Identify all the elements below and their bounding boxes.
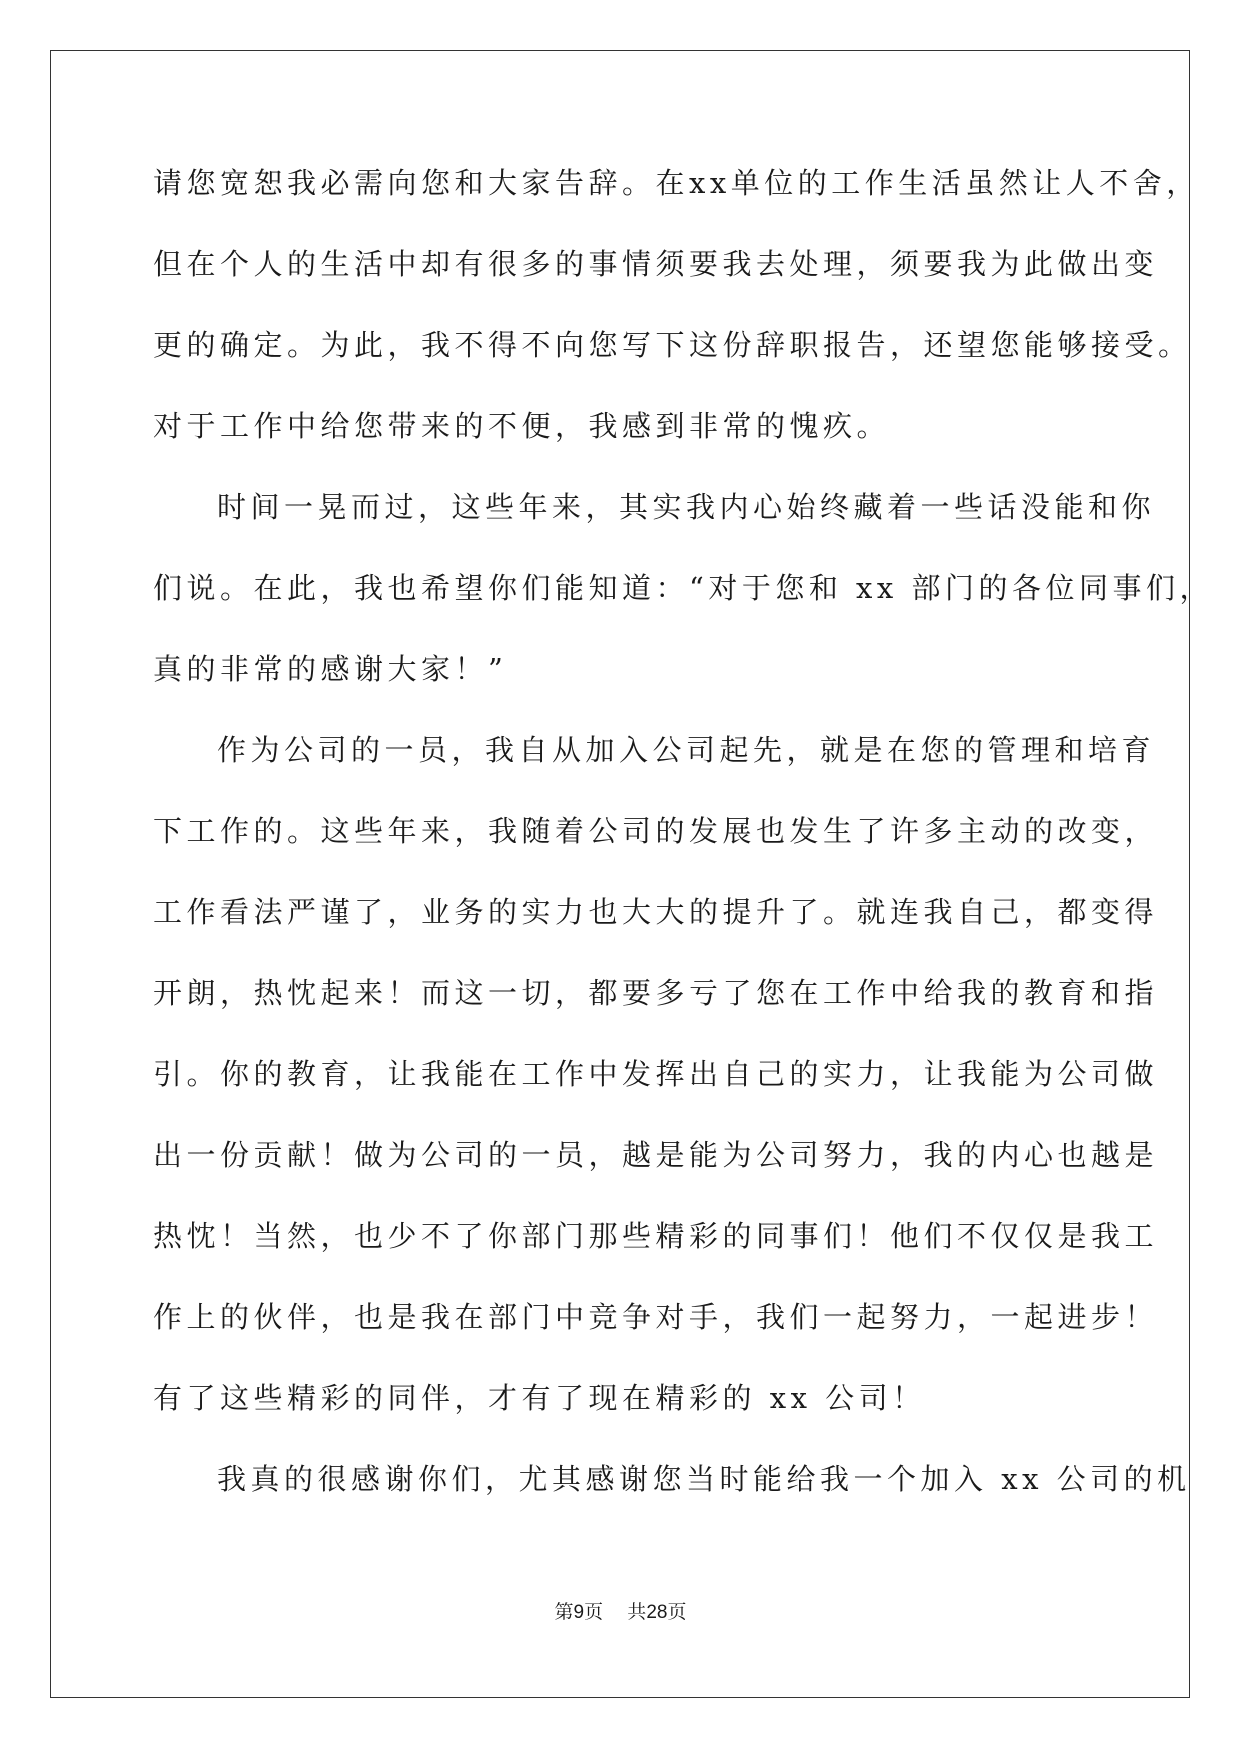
page-label-prefix: 第: [554, 1601, 574, 1623]
document-body: [153, 163, 1213, 1540]
text-line: 引。你的教育，让我能在工作中发挥出自己的实力，让我能为公司做: [153, 1057, 1159, 1091]
total-label-prefix: 共: [627, 1601, 647, 1623]
text-line: 作上的伙伴，也是我在部门中竞争对手，我们一起努力，一起进步！: [153, 1300, 1159, 1334]
paragraph-start-line: 我真的很感谢你们，尤其感谢您当时能给我一个加入 xx 公司的机: [217, 1462, 1191, 1496]
text-line: 请您宽恕我必需向您和大家告辞。在xx单位的工作生活虽然让人不舍，: [153, 166, 1200, 200]
text-line: 出一份贡献！做为公司的一员，越是能为公司努力，我的内心也越是: [153, 1138, 1159, 1172]
text-line: 更的确定。为此，我不得不向您写下这份辞职报告，还望您能够接受。: [153, 328, 1192, 362]
paragraph-start-line: 时间一晃而过，这些年来，其实我内心始终藏着一些话没能和你: [217, 490, 1156, 524]
text-line: 下工作的。这些年来，我随着公司的发展也发生了许多主动的改变，: [153, 814, 1159, 848]
page-label-suffix: 页: [584, 1601, 604, 1623]
paragraph-start-line: 作为公司的一员，我自从加入公司起先，就是在您的管理和培育: [217, 733, 1156, 767]
text-line: 有了这些精彩的同伴，才有了现在精彩的 xx 公司！: [153, 1381, 926, 1415]
text-line: 工作看法严谨了，业务的实力也大大的提升了。就连我自己，都变得: [153, 895, 1159, 929]
page-number: 9: [573, 1602, 585, 1623]
text-line: 们说。在此，我也希望你们能知道：“对于您和 xx 部门的各位同事们，: [153, 571, 1213, 605]
text-line: 对于工作中给您带来的不便，我感到非常的愧疚。: [153, 409, 891, 443]
text-line: 开朗，热忱起来！而这一切，都要多亏了您在工作中给我的教育和指: [153, 976, 1159, 1010]
total-label-suffix: 页: [667, 1601, 687, 1623]
total-pages: 28: [646, 1602, 668, 1623]
text-line: 真的非常的感谢大家！”: [153, 652, 508, 686]
text-line: 但在个人的生活中却有很多的事情须要我去处理，须要我为此做出变: [153, 247, 1159, 281]
text-line: 热忱！当然，也少不了你部门那些精彩的同事们！他们不仅仅是我工: [153, 1219, 1159, 1253]
page-footer: [0, 1597, 1241, 1624]
